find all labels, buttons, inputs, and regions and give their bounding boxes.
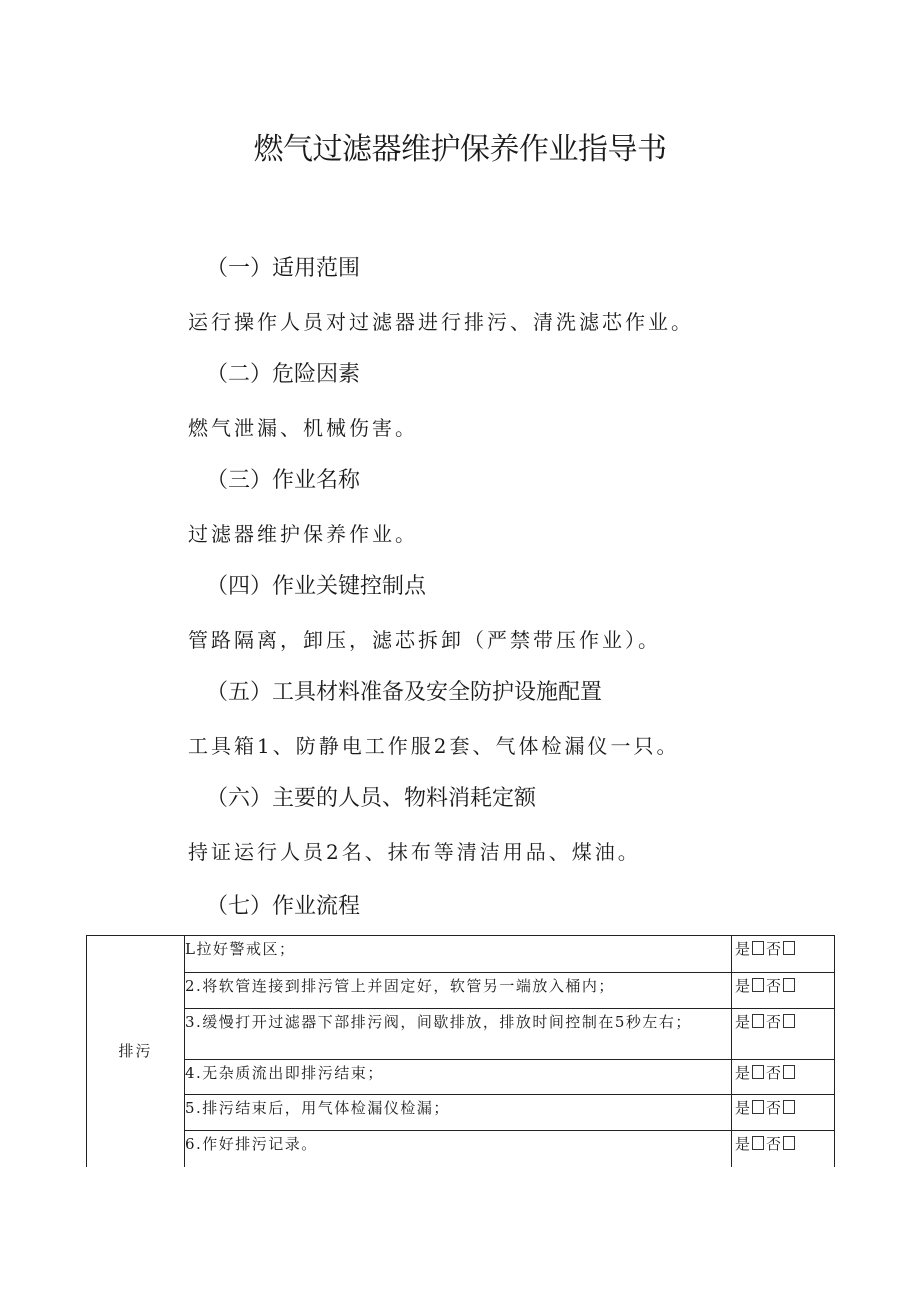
checkbox-icon[interactable] <box>783 1014 795 1028</box>
section-body-task-name: 过滤器维护保养作业。 <box>188 522 418 546</box>
checkbox-icon[interactable] <box>752 941 764 955</box>
table-row <box>87 1009 835 1060</box>
category-cell: 排污 <box>87 936 185 1167</box>
checkbox-icon[interactable] <box>783 941 795 955</box>
section-body-personnel: 持证运行人员2名、抹布等清洁用品、煤油。 <box>188 840 641 864</box>
checkbox-icon[interactable] <box>783 978 795 992</box>
section-heading-tools: （五）工具材料准备及安全防护设施配置 <box>206 680 603 705</box>
section-heading-workflow: （七）作业流程 <box>206 894 361 919</box>
checkbox-icon[interactable] <box>752 1136 764 1150</box>
yes-no-checkbox[interactable]: 是 否 <box>732 936 835 973</box>
table-row <box>87 936 835 973</box>
yes-no-checkbox[interactable]: 是 否 <box>732 1009 835 1060</box>
section-body-scope: 运行操作人员对过滤器进行排污、清洗滤芯作业。 <box>188 310 694 334</box>
step-cell: 5.排污结束后，用气体检漏仪检漏； <box>185 1095 732 1131</box>
yes-no-checkbox[interactable]: 是 否 <box>732 973 835 1009</box>
section-heading-control-points: （四）作业关键控制点 <box>206 574 427 599</box>
step-cell: 2.将软管连接到排污管上并固定好，软管另一端放入桶内； <box>185 973 732 1009</box>
checkbox-icon[interactable] <box>752 1014 764 1028</box>
table-row <box>87 1131 835 1167</box>
yes-no-checkbox[interactable]: 是 否 <box>732 1095 835 1131</box>
checkbox-icon[interactable] <box>783 1065 795 1079</box>
checkbox-icon[interactable] <box>752 1065 764 1079</box>
workflow-table <box>86 935 835 1167</box>
checkbox-icon[interactable] <box>752 1100 764 1114</box>
step-cell: L拉好警戒区； <box>185 936 732 973</box>
section-body-hazards: 燃气泄漏、机械伤害。 <box>188 416 418 440</box>
checkbox-icon[interactable] <box>752 978 764 992</box>
yes-no-checkbox[interactable]: 是 否 <box>732 1060 835 1095</box>
section-heading-personnel: （六）主要的人员、物料消耗定额 <box>206 786 537 811</box>
step-cell: 4.无杂质流出即排污结束； <box>185 1060 732 1095</box>
section-heading-task-name: （三）作业名称 <box>206 468 361 493</box>
section-body-control-points: 管路隔离，卸压，滤芯拆卸（严禁带压作业）。 <box>188 628 661 652</box>
checkbox-icon[interactable] <box>783 1136 795 1150</box>
step-cell: 6.作好排污记录。 <box>185 1131 732 1167</box>
section-heading-hazards: （二）危险因素 <box>206 362 361 387</box>
step-cell: 3.缓慢打开过滤器下部排污阀，间歇排放，排放时间控制在5秒左右； <box>185 1009 732 1060</box>
section-body-tools: 工具箱1、防静电工作服2套、气体检漏仪一只。 <box>188 734 680 758</box>
section-heading-scope: （一）适用范围 <box>206 256 361 281</box>
table-row <box>87 973 835 1009</box>
checkbox-icon[interactable] <box>783 1100 795 1114</box>
document-title: 燃气过滤器维护保养作业指导书 <box>253 132 667 167</box>
table-row <box>87 1060 835 1095</box>
table-row <box>87 1095 835 1131</box>
yes-no-checkbox[interactable]: 是 否 <box>732 1131 835 1167</box>
